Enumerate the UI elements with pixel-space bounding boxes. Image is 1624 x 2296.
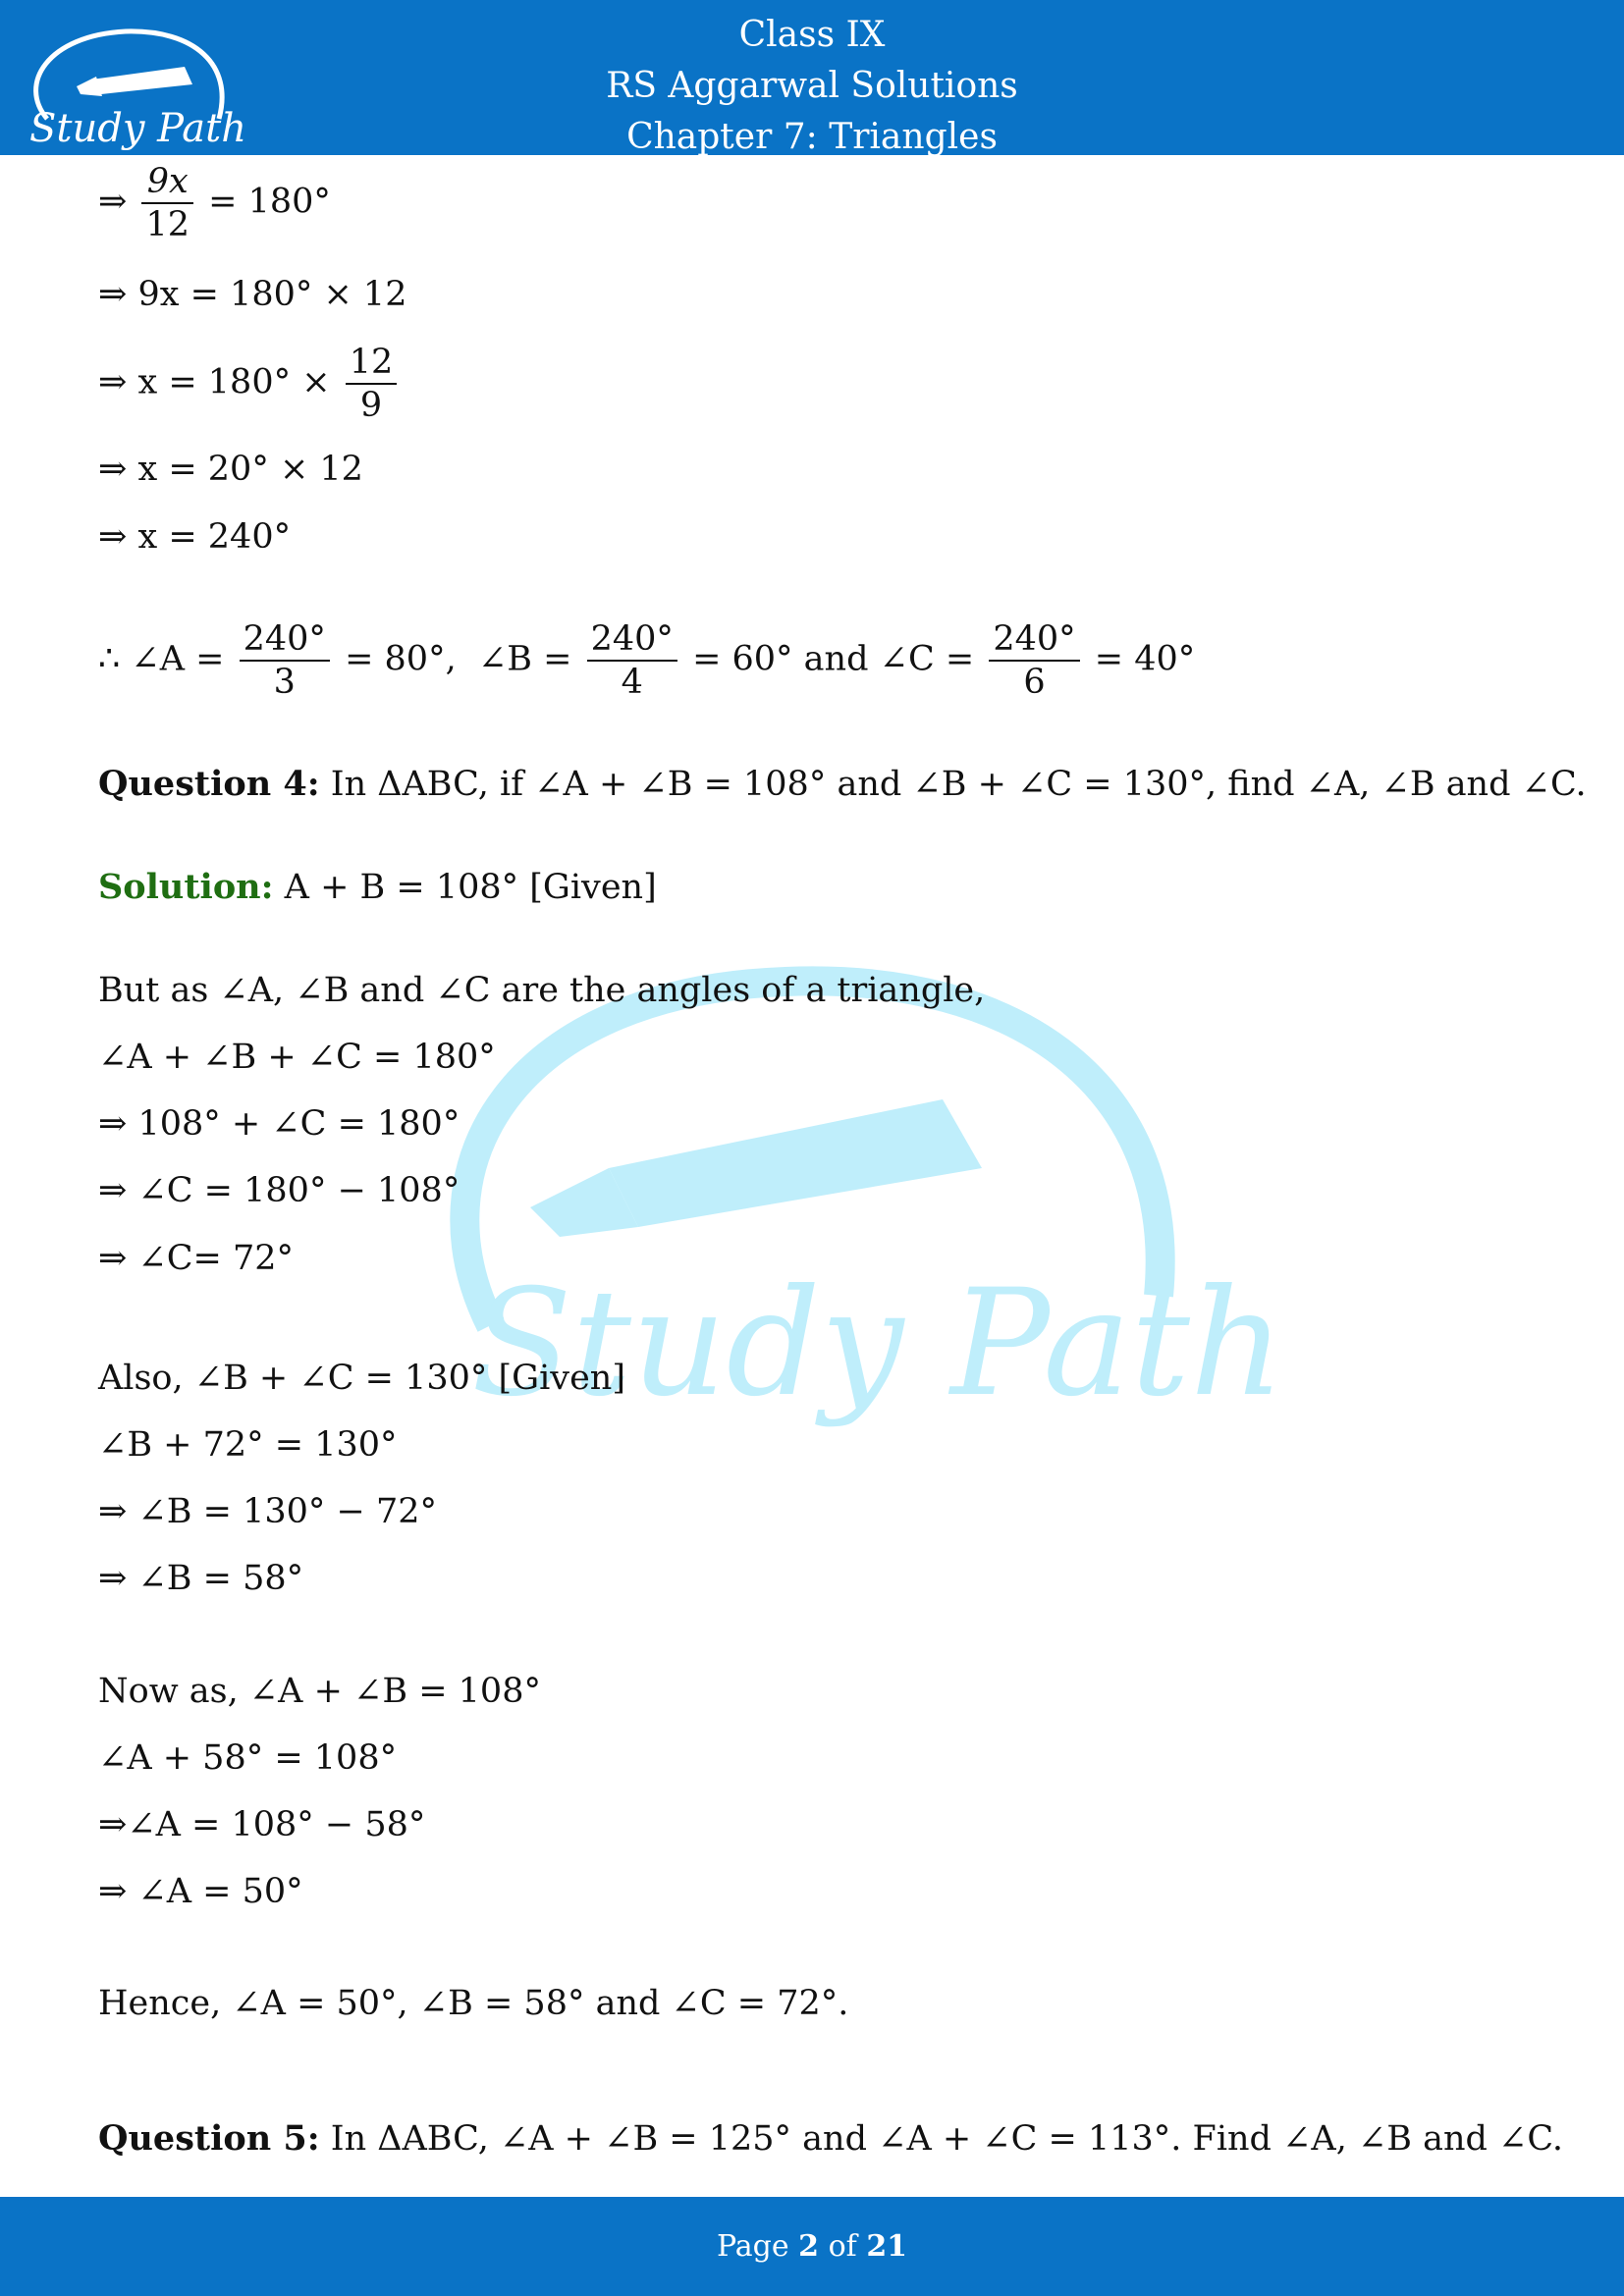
solution-4: Solution: A + B = 108° [Given]: [98, 867, 657, 907]
question-label: Question 5:: [98, 2118, 320, 2159]
svg-text:Study Path: Study Path: [471, 1258, 1285, 1429]
solution-line: Now as, ∠A + ∠B = 108°: [98, 1672, 541, 1711]
eq-line-2: ⇒ 9x = 180° × 12: [98, 275, 407, 314]
fraction: $\frac{12}{9}$: [346, 342, 398, 426]
angle-results: ∴ ∠A = $\frac{240^\circ}{3}$ = 80°, ∠B = $\frac{240^\circ}{4}$ = 60° and ∠C = $\frac{240^\circ}{6}$ = 40°: [98, 619, 1196, 702]
solution-line: ∠B + 72° = 130°: [98, 1425, 398, 1465]
solution-line: ⇒ ∠C= 72°: [98, 1239, 295, 1278]
question-5: Question 5: In ΔABC, ∠A + ∠B = 125° and ∠A + ∠C = 113°. Find ∠A, ∠B and ∠C.: [98, 2118, 1564, 2159]
chapter-label: Chapter 7: Triangles: [626, 117, 998, 157]
svg-text:Study Path: Study Path: [29, 106, 246, 151]
total-pages: 21: [866, 2229, 908, 2264]
eq-line-3: ⇒ x = 180° × $\frac{12}{9}$: [98, 342, 401, 426]
of-word: of: [828, 2229, 857, 2264]
eq-line-1: ⇒ $\frac{9x}{12}$ = 180°: [98, 162, 331, 244]
solution-line: ⇒ ∠A = 50°: [98, 1872, 303, 1911]
question-4: Question 4: In ΔABC, if ∠A + ∠B = 108° and ∠B + ∠C = 130°, find ∠A, ∠B and ∠C.: [98, 764, 1587, 804]
page-word: Page: [716, 2229, 789, 2264]
solution-line: ∠A + 58° = 108°: [98, 1738, 398, 1778]
solution-line: ⇒ ∠B = 130° − 72°: [98, 1492, 437, 1531]
eq-line-5: ⇒ x = 240°: [98, 517, 292, 557]
page-header: [0, 0, 1624, 155]
fraction: $\frac{9x}{12}$: [141, 161, 193, 245]
eq-line-4: ⇒ x = 20° × 12: [98, 450, 363, 489]
solution-label: Solution:: [98, 867, 274, 907]
solution-line: Also, ∠B + ∠C = 130° [Given]: [98, 1359, 625, 1398]
solution-line: But as ∠A, ∠B and ∠C are the angles of a triangle,: [98, 971, 986, 1010]
page-footer: [0, 2197, 1624, 2296]
final-answer: Hence, ∠A = 50°, ∠B = 58° and ∠C = 72°.: [98, 1984, 849, 2023]
question-label: Question 4:: [98, 764, 320, 804]
solution-line: ⇒ 108° + ∠C = 180°: [98, 1104, 460, 1144]
solution-line: ⇒∠A = 108° − 58°: [98, 1805, 426, 1844]
current-page: 2: [798, 2229, 820, 2264]
solution-line: ∠A + ∠B + ∠C = 180°: [98, 1038, 496, 1077]
solution-line: ⇒ ∠C = 180° − 108°: [98, 1171, 460, 1210]
solution-line: ⇒ ∠B = 58°: [98, 1559, 304, 1598]
book-label: RS Aggarwal Solutions: [606, 66, 1018, 106]
class-label: Class IX: [738, 15, 886, 55]
